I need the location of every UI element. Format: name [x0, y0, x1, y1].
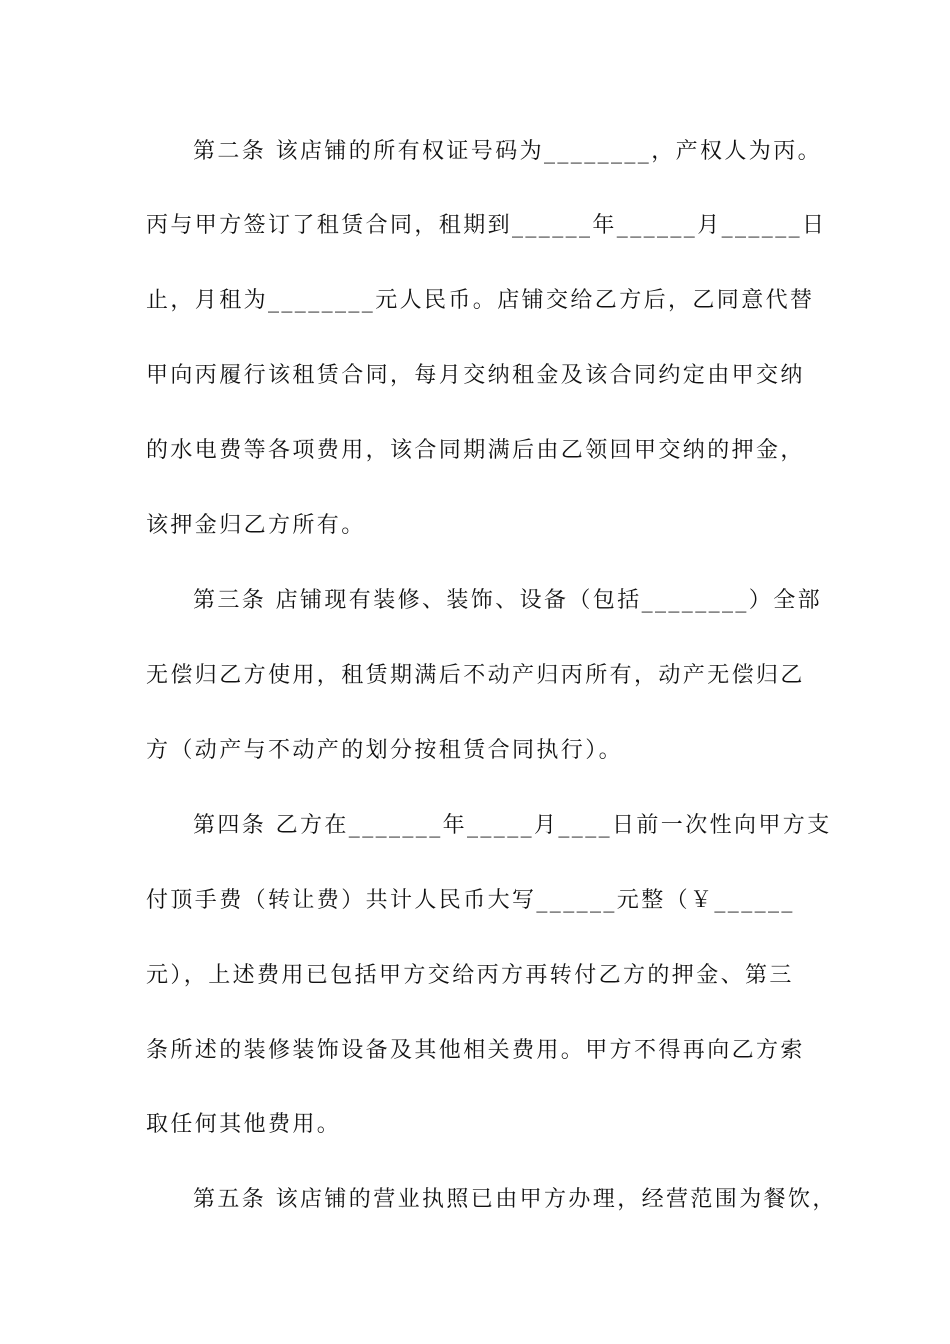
article-2-line-4: 甲向丙履行该租赁合同，每月交纳租金及该合同约定由甲交纳	[146, 363, 805, 388]
article-3-line-1: 第三条 店铺现有装修、装饰、设备（包括________）全部	[193, 588, 822, 613]
article-4-line-1: 第四条 乙方在_______年_____月____日前一次性向甲方支	[193, 813, 832, 838]
article-4-line-3: 元），上述费用已包括甲方交给丙方再转付乙方的押金、第三	[146, 963, 794, 988]
article-2-line-6: 该押金归乙方所有。	[146, 513, 366, 538]
article-4-line-2: 付顶手费（转让费）共计人民币大写______元整（￥______	[146, 888, 795, 913]
article-3-line-3: 方（动产与不动产的划分按租赁合同执行）。	[146, 738, 624, 763]
article-4-line-4: 条所述的装修装饰设备及其他相关费用。甲方不得再向乙方索	[146, 1038, 805, 1063]
article-5-line-1: 第五条 该店铺的营业执照已由甲方办理，经营范围为餐饮，	[193, 1187, 837, 1212]
article-2-line-5: 的水电费等各项费用，该合同期满后由乙领回甲交纳的押金，	[146, 438, 805, 463]
article-2-line-2: 丙与甲方签订了租赁合同，租期到______年______月______日	[146, 213, 827, 238]
article-3-line-2: 无偿归乙方使用，租赁期满后不动产归丙所有，动产无偿归乙	[146, 663, 805, 688]
article-4-line-5: 取任何其他费用。	[146, 1112, 342, 1137]
article-2-line-1: 第二条 该店铺的所有权证号码为________，产权人为丙。	[193, 139, 822, 164]
article-2-line-3: 止，月租为________元人民币。店铺交给乙方后，乙同意代替	[146, 288, 815, 313]
